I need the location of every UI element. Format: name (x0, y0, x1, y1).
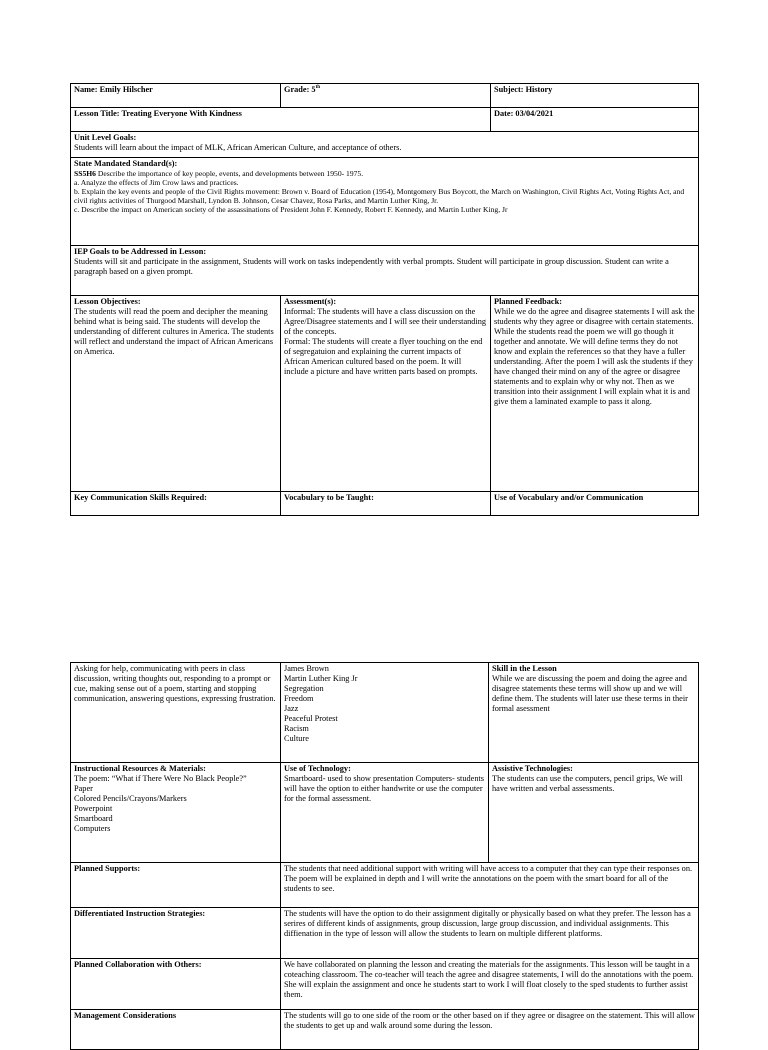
supports-text: The students that need additional support with writing will have access to a computer that they can type their responses on. The poem will be explained in depth and I will write the annotations on the poem with the smart board for all of the students to see. (281, 863, 699, 908)
vocab-term: Martin Luther King Jr (284, 673, 358, 683)
objectives-heading: Lesson Objectives: (74, 297, 141, 306)
skill-text: While we are discussing the poem and doing the agree and disagree statements these terms will show up and we will define them. The students will later use these terms in their formal asessment (492, 673, 688, 713)
standards-cell (71, 158, 699, 246)
iep-text: Students will sit and participate in the assignment, Students will work on tasks independently with verbal prompts. Student will participate in group discussion. Student can write a paragraph based on a given prompt. (74, 256, 669, 276)
use-of-vocabulary-heading: Use of Vocabulary and/or Communication (491, 492, 699, 516)
vocab-term: Segregation (284, 683, 324, 693)
standard-c: c. Describe the impact on American society of the assassinations of President John F. Kennedy, Robert F. Kennedy, and Martin Luther King, Jr (74, 205, 508, 215)
resources-heading: Instructional Resources & Materials: (74, 764, 206, 773)
technology-cell (281, 763, 489, 863)
vocab-term: Culture (284, 733, 309, 743)
assessment-formal: Formal: The students will create a flyer touching on the end of segregatuion and explaining the current impacts of African American cultured based on the poem. It will include a picture and have written parts based on prompts. (284, 336, 483, 376)
technology-text: Smartboard- used to show presentation Computers- students will have the option to either handwrite or use the computer for the formal assessment. (284, 773, 485, 803)
differentiated-heading: Differentiated Instruction Strategies: (71, 908, 281, 959)
communication-skills-heading: Key Communication Skills Required: (71, 492, 281, 516)
teacher-name: Name: Emily Hilscher (71, 84, 281, 108)
vocabulary-list (281, 663, 489, 763)
resources-cell (71, 763, 281, 863)
vocab-term: Racism (284, 723, 309, 733)
vocab-term: Peaceful Protest (284, 713, 338, 723)
standard-b: b. Explain the key events and people of the Civil Rights movement: Brown v. Board of Education (1954), Montgomery Bus Boycott, the March on Washington, Civil Rights Act, Voting Rights Act, and civil rights activities of Thurgood Marshall, Lyndon B. Johnson, Cesar Chavez, Rosa Parks, and Martin Luther King, Jr. (74, 187, 685, 206)
skill-in-lesson-cell (489, 663, 699, 763)
collaboration-text: We have collaborated on planning the lesson and creating the materials for the assignments. This lesson will be taught in a coteaching classroom. The co-teacher will teach the agree and disagree statements, I will do the annotations with the poem. She will explain the assignment and once he students start to work I will float closely to the sped students to further assist them. (281, 959, 699, 1010)
assistive-heading: Assistive Technologies: (492, 764, 573, 773)
feedback-text: While we do the agree and disagree statements I will ask the students why they agree or disagree with certain statements. While the students read the poem we will go though it together and annotate. We will define terms they do not know and explain the references so that they have a fuller understanding. After the poem I will ask the students if they have changed their mind on any of the agree or disagree statements and to explain why or why not. Then as we transition into their assignment I will explain what it is and give them a laminated example to pass it along. (494, 306, 695, 406)
management-text: The students will go to one side of the room or the other based on if they agree or disagree on the statement. This will allow the students to get up and walk around some during the lesson. (281, 1010, 699, 1050)
resource-item: Computers (74, 823, 111, 833)
skill-heading: Skill in the Lesson (492, 664, 557, 673)
resource-item: Paper (74, 783, 93, 793)
objectives-cell (71, 296, 281, 492)
feedback-cell (491, 296, 699, 492)
unit-goals-heading: Unit Level Goals: (74, 133, 137, 142)
lesson-plan-table-top (70, 83, 699, 516)
vocab-term: Freedom (284, 693, 314, 703)
lesson-plan-table-bottom (70, 662, 699, 1050)
vocab-term: Jazz (284, 703, 299, 713)
iep-goals-cell (71, 246, 699, 296)
resource-item: The poem: “What if There Were No Black People?” (74, 773, 247, 783)
lesson-title: Lesson Title: Treating Everyone With Kindness (71, 108, 491, 132)
assessment-heading: Assessment(s): (284, 297, 337, 306)
collaboration-heading: Planned Collaboration with Others: (71, 959, 281, 1010)
supports-heading: Planned Supports: (71, 863, 281, 908)
vocabulary-heading: Vocabulary to be Taught: (281, 492, 491, 516)
differentiated-text: The students will have the option to do their assignment digitally or physically based on what they prefer. The lesson has a serires of different kinds of assignments, group discussion, large group discussion, and individual assignments. This diffienation in the type of lesson will allow the students to learn on multiple different platforms. (281, 908, 699, 959)
management-heading: Management Considerations (71, 1010, 281, 1050)
subject: Subject: History (491, 84, 699, 108)
vocab-term: James Brown (284, 664, 329, 673)
communication-skills-text: Asking for help, communicating with peers in class discussion, writing thoughts out, responding to a prompt or cue, making sense out of a poem, starting and stopping communication, answering questions, expressing frustration. (71, 663, 281, 763)
assessment-informal: Informal: The students will have a class discussion on the Agree/Disagree statements and I will see their understanding of the concepts. (284, 306, 487, 336)
assistive-tech-cell (489, 763, 699, 863)
assistive-text: The students can use the computers, pencil grips, We will have written and verbal assessments. (492, 773, 683, 793)
standard-code: SS5H6 (74, 168, 96, 178)
feedback-heading: Planned Feedback: (494, 297, 562, 306)
grade: Grade: 5th (281, 84, 491, 108)
standard-a: a. Analyze the effects of Jim Crow laws and practices. (74, 178, 239, 188)
technology-heading: Use of Technology: (284, 764, 351, 773)
standards-heading: State Mandated Standard(s): (74, 159, 178, 168)
objectives-text: The students will read the poem and decipher the meaning behind what is being said. The students will develop the understanding of different cultures in America. The students will reflect and understand the impact of African Americans on America. (74, 306, 274, 356)
resource-item: Powerpoint (74, 803, 113, 813)
iep-heading: IEP Goals to be Addressed in Lesson: (74, 247, 207, 256)
assessment-cell (281, 296, 491, 492)
resource-item: Smartboard (74, 813, 113, 823)
unit-goals-cell (71, 132, 699, 158)
lesson-date: Date: 03/04/2021 (491, 108, 699, 132)
resource-item: Colored Pencils/Crayons/Markers (74, 793, 187, 803)
unit-goals-text: Students will learn about the impact of MLK, African American Culture, and acceptance of others. (74, 142, 402, 152)
standard-code-text: Describe the importance of key people, events, and developments between 1950- 1975. (95, 168, 364, 178)
